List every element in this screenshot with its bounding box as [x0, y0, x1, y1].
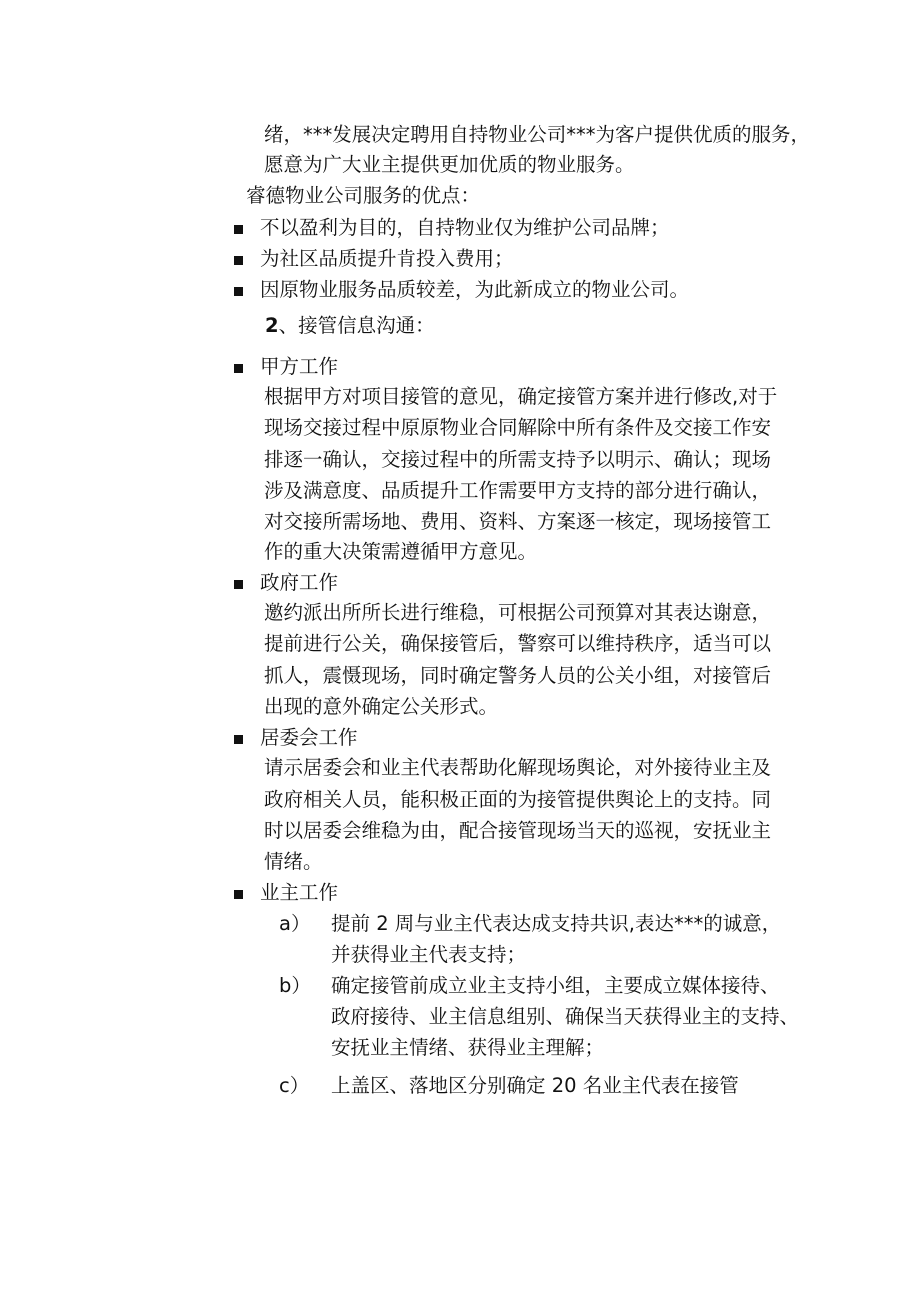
- bullet-icon: [234, 890, 243, 899]
- committee-title: 居委会工作: [260, 726, 358, 749]
- government-line: 邀约派出所所长进行维稳，可根据公司预算对其表达谢意，: [264, 601, 772, 624]
- government-line: 提前进行公关，确保接管后，警察可以维持秩序，适当可以: [264, 632, 772, 655]
- owners-item-marker: c）: [279, 1074, 310, 1097]
- party-a-line: 根据甲方对项目接管的意见，确定接管方案并进行修改,对于: [264, 385, 778, 408]
- bullet-icon: [234, 225, 243, 234]
- committee-line: 时以居委会维稳为由，配合接管现场当天的巡视，安抚业主: [264, 819, 772, 842]
- party-a-line: 作的重大决策需遵循甲方意见。: [264, 540, 538, 563]
- bullet-icon: [234, 580, 243, 589]
- advantage-item: 为社区品质提升肯投入费用；: [260, 247, 514, 270]
- owners-item-line: 并获得业主代表支持；: [331, 943, 527, 966]
- committee-line: 情绪。: [264, 850, 323, 873]
- party-a-line: 排逐一确认，交接过程中的所需支持予以明示、确认；现场: [264, 448, 772, 471]
- party-a-title: 甲方工作: [260, 355, 339, 378]
- party-a-line: 现场交接过程中原原物业合同解除中所有条件及交接工作安: [264, 416, 772, 439]
- intro-line-1: 绪，***发展决定聘用自持物业公司***为客户提供优质的服务，: [264, 123, 811, 146]
- bullet-icon: [234, 364, 243, 373]
- section-number: 2: [265, 314, 279, 337]
- government-line: 出现的意外确定公关形式。: [264, 695, 499, 718]
- advantages-heading: 睿德物业公司服务的优点：: [246, 184, 481, 207]
- party-a-line: 涉及满意度、品质提升工作需要甲方支持的部分进行确认，: [264, 479, 772, 502]
- government-title: 政府工作: [260, 571, 339, 594]
- owners-item-marker: b）: [279, 974, 311, 997]
- bullet-icon: [234, 287, 243, 296]
- owners-item-line: 提前 2 周与业主代表达成支持共识,表达***的诚意，: [331, 912, 782, 935]
- committee-line: 请示居委会和业主代表帮助化解现场舆论，对外接待业主及: [264, 756, 772, 779]
- owners-item-line: 确定接管前成立业主支持小组，主要成立媒体接待、: [331, 974, 780, 997]
- party-a-line: 对交接所需场地、费用、资料、方案逐一核定，现场接管工: [264, 510, 772, 533]
- owners-item-line: 政府接待、业主信息组别、确保当天获得业主的支持、: [331, 1005, 800, 1028]
- section-title: 、接管信息沟通：: [278, 314, 435, 337]
- intro-line-2: 愿意为广大业主提供更加优质的物业服务。: [264, 153, 635, 176]
- section-2-heading: [265, 312, 435, 340]
- owners-item-line: 安抚业主情绪、获得业主理解；: [331, 1036, 605, 1059]
- bullet-icon: [234, 256, 243, 265]
- owners-title: 业主工作: [260, 881, 339, 904]
- owners-item-marker: a）: [279, 912, 311, 935]
- committee-line: 政府相关人员，能积极正面的为接管提供舆论上的支持。同: [264, 788, 772, 811]
- bullet-icon: [234, 735, 243, 744]
- owners-item-line: 上盖区、落地区分别确定 20 名业主代表在接管: [331, 1074, 739, 1097]
- advantage-item: 因原物业服务品质较差，为此新成立的物业公司。: [260, 278, 690, 301]
- advantage-item: 不以盈利为目的，自持物业仅为维护公司品牌；: [260, 216, 670, 239]
- government-line: 抓人，震慑现场，同时确定警务人员的公关小组，对接管后: [264, 664, 772, 687]
